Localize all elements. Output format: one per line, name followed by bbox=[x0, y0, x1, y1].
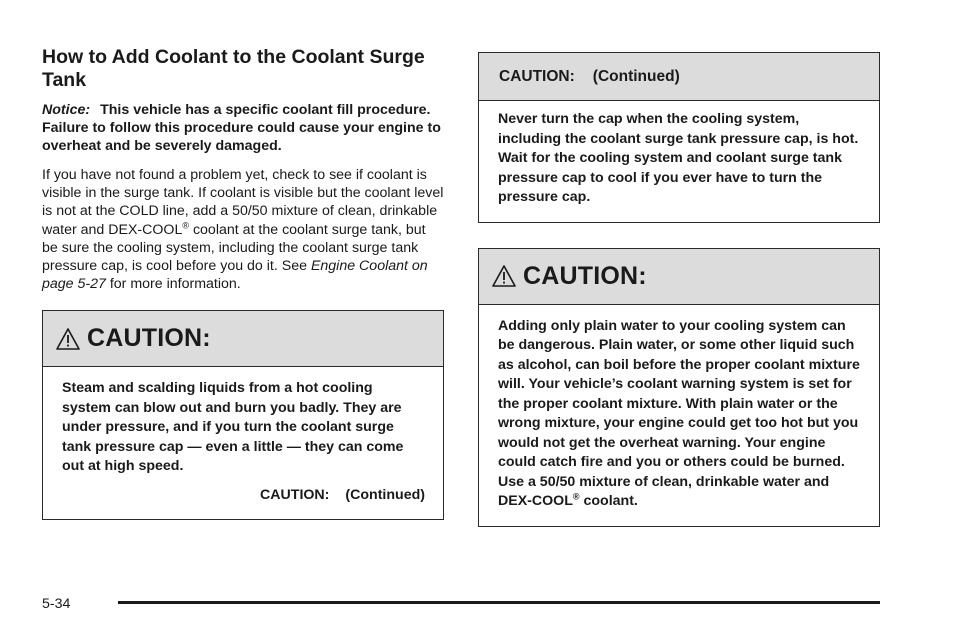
caution-header bbox=[43, 311, 443, 367]
body-text-3: for more information. bbox=[105, 276, 241, 293]
registered-mark: ® bbox=[182, 219, 189, 230]
left-column bbox=[42, 46, 444, 520]
cross-reference-link[interactable]: Engine Coolant on page 5-27 bbox=[42, 258, 428, 293]
caution-text-2: coolant. bbox=[579, 493, 638, 509]
caution-header bbox=[479, 249, 879, 305]
notice-text: This vehicle has a specific coolant fill procedure. Failure to follow this procedure could cause your engine to overheat and be severely damaged. bbox=[42, 102, 441, 154]
caution-title: CAUTION: bbox=[523, 261, 647, 290]
body-text-1: If you have not found a problem yet, check to see if coolant is visible in the surge tank. If coolant is visible but the coolant level is not at the COLD line, add a 50/50 mixture of clean, drinkable water and DEX-COOL bbox=[42, 167, 444, 238]
notice-label: Notice: bbox=[42, 102, 91, 118]
footer-rule bbox=[118, 601, 880, 604]
warning-triangle-icon bbox=[491, 264, 517, 288]
continued-text: (Continued) bbox=[345, 486, 425, 503]
notice-paragraph bbox=[42, 101, 444, 155]
caution-box-continued bbox=[478, 52, 880, 223]
caution-continued-note bbox=[62, 486, 425, 506]
caution-text-1: Adding only plain water to your cooling system can be dangerous. Plain water, or some other liquid such as alcohol, can boil before the proper coolant mixture will. Your vehicle’s coolant warning system is set for the proper coolant mixture. With plain water or the wrong mixture, your engine could get too hot but you would not get the overheat warning. Your engine could catch fire and you or others could be burned. Use a 50/50 mixture of clean, drinkable water and DEX-COOL bbox=[498, 317, 860, 509]
caution-body bbox=[479, 305, 879, 526]
continued-label: CAUTION: bbox=[260, 486, 330, 503]
continued-label: (Continued) bbox=[592, 67, 680, 85]
caution-body bbox=[43, 367, 443, 519]
body-paragraph bbox=[42, 166, 444, 293]
section-heading: How to Add Coolant to the Coolant Surge Tank bbox=[42, 46, 425, 91]
caution-title: CAUTION: bbox=[87, 324, 211, 353]
caution-label: CAUTION: bbox=[499, 67, 575, 85]
caution-continued-header bbox=[479, 53, 879, 101]
right-column bbox=[478, 52, 880, 527]
caution-continued-title bbox=[499, 68, 680, 86]
body-text-2: coolant at the coolant surge tank, but be sure the cooling system, including the coolant surge tank pressure cap, is cool before you do it. See bbox=[42, 221, 426, 275]
warning-triangle-icon bbox=[55, 327, 81, 351]
caution-box-steam bbox=[42, 310, 444, 520]
page-number: 5-34 bbox=[42, 596, 71, 612]
caution-text: Steam and scalding liquids from a hot cooling system can blow out and burn you badly. They are under pressure, and if you turn the coolant surge tank pressure cap — even a little — they can come out at high speed. bbox=[62, 380, 404, 475]
caution-continued-body: Never turn the cap when the cooling system, including the coolant surge tank pressure cap, is hot. Wait for the cooling system and coolant surge tank pressure cap to cool if you ever have to turn the pressure cap. bbox=[498, 111, 859, 205]
registered-mark: ® bbox=[572, 491, 580, 502]
caution-box-water bbox=[478, 248, 880, 527]
